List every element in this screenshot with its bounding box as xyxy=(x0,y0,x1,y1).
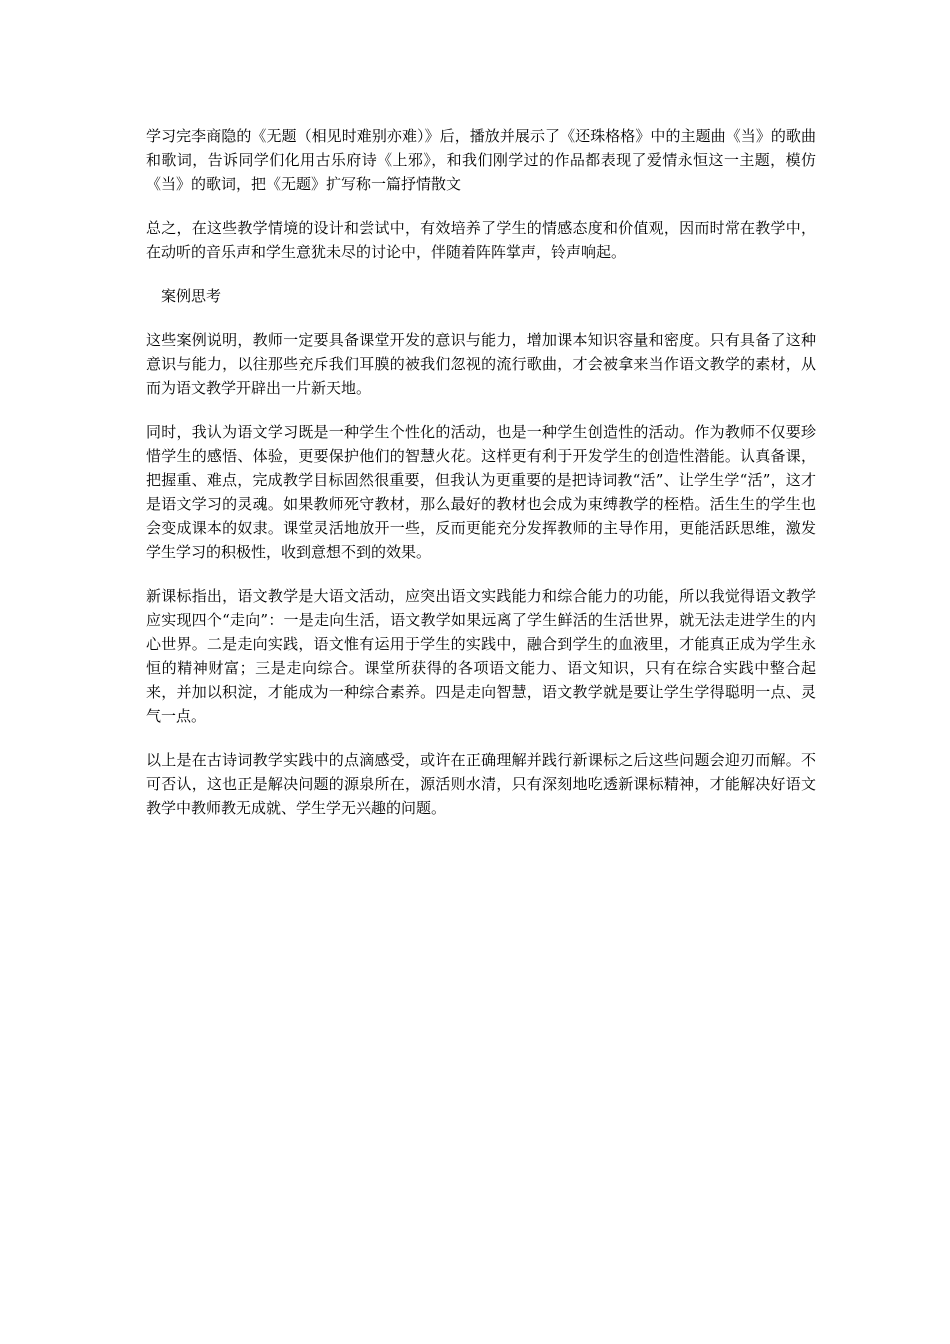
document-body xyxy=(146,124,816,840)
paragraph-summary: 总之，在这些教学情境的设计和尝试中，有效培养了学生的情感态度和价值观，因而时常在教学中，在动听的音乐声和学生意犹未尽的讨论中，伴随着阵阵掌声，铃声响起。 xyxy=(146,219,816,261)
section-heading-case-reflection: 案例思考 xyxy=(161,287,222,305)
paragraph-case-explanation: 这些案例说明，教师一定要具备课堂开发的意识与能力，增加课本知识容量和密度。只有具备了这种意识与能力，以往那些充斥我们耳膜的被我们忽视的流行歌曲，才会被拿来当作语文教学的素材，从而为语文教学开辟出一片新天地。 xyxy=(146,331,816,397)
paragraph-new-curriculum: 新课标指出，语文教学是大语文活动，应突出语文实践能力和综合能力的功能，所以我觉得语文教学应实现四个“走向”：一是走向生活，语文教学如果远离了学生鲜活的生活世界，就无法走进学生的内心世界。二是走向实践，语文惟有运用于学生的实践中，融合到学生的血液里，才能真正成为学生永恒的精神财富；三是走向综合。课堂所获得的各项语文能力、语文知识，只有在综合实践中整合起来，并加以积淀，才能成为一种综合素养。四是走向智慧，语文教学就是要让学生学得聪明一点、灵气一点。 xyxy=(146,587,816,725)
paragraph-song-rewrite: 学习完李商隐的《无题（相见时难别亦难）》后，播放并展示了《还珠格格》中的主题曲《当》的歌曲和歌词，告诉同学们化用古乐府诗《上邪》，和我们刚学过的作品都表现了爱情永恒这一主题，模仿《当》的歌词，把《无题》扩写称一篇抒情散文 xyxy=(146,127,816,193)
paragraph-creative-learning: 同时，我认为语文学习既是一种学生个性化的活动，也是一种学生创造性的活动。作为教师不仅要珍惜学生的感悟、体验，更要保护他们的智慧火花。这样更有利于开发学生的创造性潜能。认真备课，把握重、难点，完成教学目标固然很重要，但我认为更重要的是把诗词教“活”、让学生学“活”，这才是语文学习的灵魂。如果教师死守教材，那么最好的教材也会成为束缚教学的桎梏。活生生的学生也会变成课本的奴隶。课堂灵活地放开一些，反而更能充分发挥教师的主导作用，更能活跃思维，激发学生学习的积极性，收到意想不到的效果。 xyxy=(146,423,816,561)
paragraph-conclusion: 以上是在古诗词教学实践中的点滴感受，或许在正确理解并践行新课标之后这些问题会迎刃而解。不可否认，这也正是解决问题的源泉所在，源活则水清，只有深刻地吃透新课标精神，才能解决好语文教学中教师教无成就、学生学无兴趣的问题。 xyxy=(146,751,816,817)
